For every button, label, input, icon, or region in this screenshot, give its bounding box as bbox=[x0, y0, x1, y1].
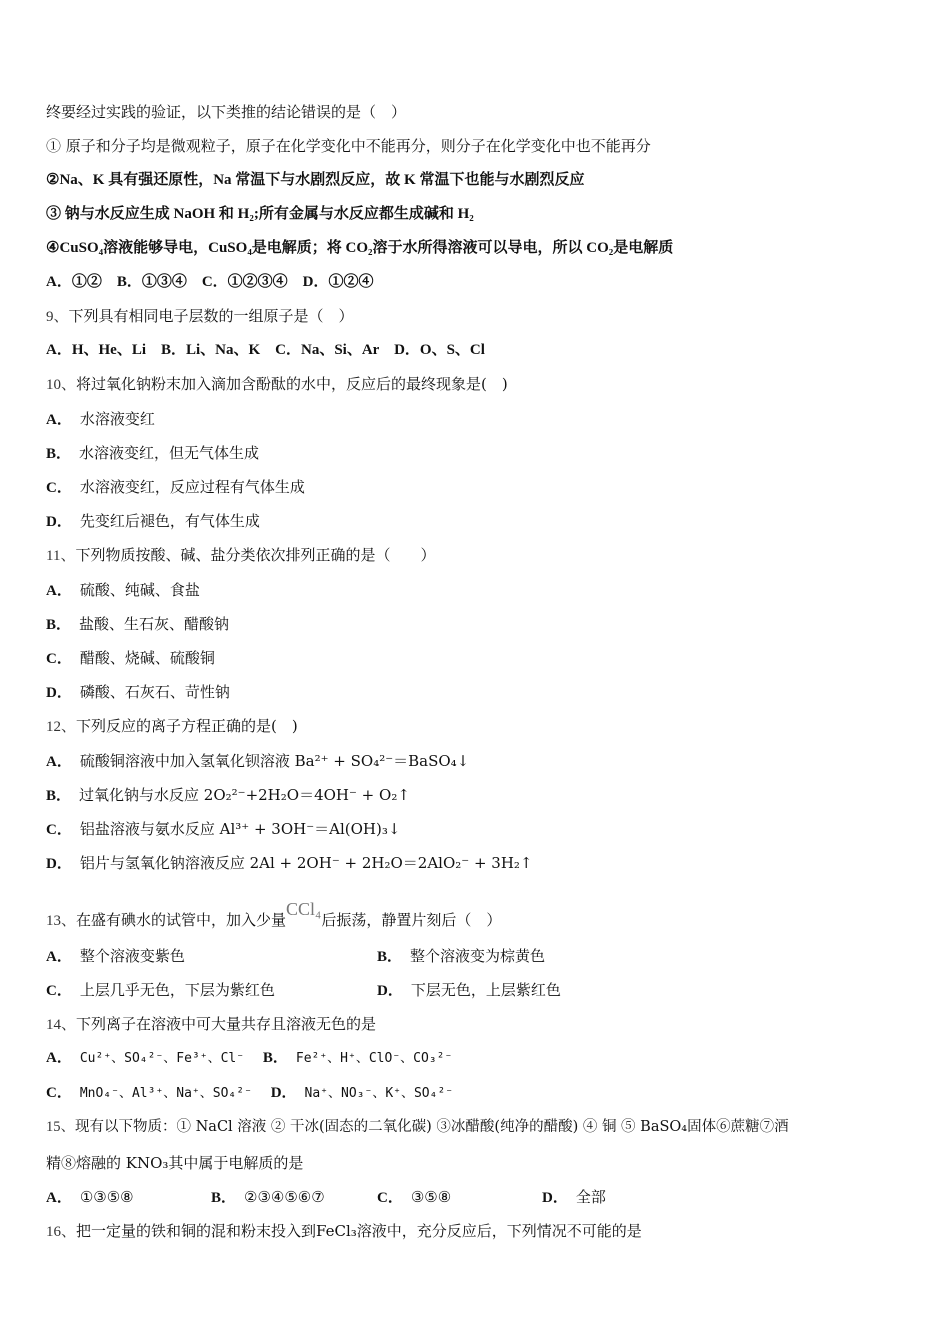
option-text: MnO₄⁻、Al³⁺、Na⁺、SO₄²⁻ bbox=[79, 1086, 252, 1101]
option-d bbox=[46, 852, 532, 874]
option-text: Na⁺、NO₃⁻、K⁺、SO₄²⁻ bbox=[304, 1086, 454, 1101]
option-text: 水溶液变红，反应过程有气体生成 bbox=[79, 478, 305, 496]
option-text: 磷酸、石灰石、苛性钠 bbox=[79, 683, 230, 701]
question-stem: 将过氧化钠粉末加入滴加含酚酞的水中，反应后的最终现象是( ) bbox=[76, 375, 508, 393]
option-label: D． bbox=[46, 514, 72, 530]
question-12 bbox=[46, 715, 298, 737]
option-b bbox=[377, 945, 545, 967]
option-label: A． bbox=[46, 754, 72, 770]
option-text: 过氧化钠与水反应 2O₂²⁻+2H₂O＝4OH⁻ + O₂↑ bbox=[79, 786, 410, 804]
option-label: C． bbox=[46, 480, 72, 496]
question-number: 15、 bbox=[46, 1119, 75, 1135]
question-stem: 下列反应的离子方程正确的是( ) bbox=[76, 717, 298, 735]
question-16 bbox=[46, 1220, 642, 1242]
question-number: 14、 bbox=[46, 1017, 77, 1033]
question-stem-before: 在盛有碘水的试管中，加入少量 bbox=[76, 911, 287, 929]
option-label: B． bbox=[377, 949, 403, 965]
question-number: 10、 bbox=[46, 377, 77, 393]
intro-options: A．①② B．①③④ C．①②③④ D．①②④ bbox=[46, 274, 374, 290]
option-text: 整个溶液变紫色 bbox=[79, 947, 185, 965]
question-number: 11、 bbox=[46, 548, 76, 564]
option-label: D． bbox=[46, 685, 72, 701]
option-text: 整个溶液变为棕黄色 bbox=[410, 947, 546, 965]
option-text: 全部 bbox=[575, 1188, 606, 1206]
option-text: 盐酸、生石灰、醋酸钠 bbox=[79, 615, 230, 633]
option-b bbox=[211, 1186, 325, 1208]
intro-statement-2: ②Na、K 具有强还原性，Na 常温下与水剧烈反应，故 K 常温下也能与水剧烈反应 bbox=[46, 172, 585, 188]
option-text: 醋酸、烧碱、硫酸铜 bbox=[79, 649, 215, 667]
option-b bbox=[46, 613, 229, 635]
option-label: C． bbox=[46, 1085, 72, 1101]
question-number: 16、 bbox=[46, 1224, 77, 1240]
question-number: 9、 bbox=[46, 309, 69, 325]
option-label: C． bbox=[46, 822, 72, 838]
option-b bbox=[46, 442, 259, 464]
option-text: 水溶液变红 bbox=[79, 410, 155, 428]
option-a bbox=[46, 945, 185, 967]
option-text: ③⑤⑧ bbox=[410, 1188, 452, 1206]
option-label: C． bbox=[46, 651, 72, 667]
option-c bbox=[46, 647, 215, 669]
option-label: D． bbox=[377, 983, 403, 999]
option-label: C． bbox=[377, 1190, 403, 1206]
question-number: 12、 bbox=[46, 719, 77, 735]
option-label: A． bbox=[46, 1050, 72, 1066]
option-label: C． bbox=[46, 983, 72, 999]
question-15 bbox=[46, 1116, 789, 1138]
option-label: D． bbox=[270, 1085, 297, 1101]
question-stem-line1: 现有以下物质：① NaCl 溶液 ② 干冰(固态的二氧化碳) ③冰醋酸(纯净的醋酸) ④ 铜 ⑤ BaSO₄固体⑥蔗糖⑦酒 bbox=[75, 1119, 789, 1135]
intro-statement-3: ③ 钠与水反应生成 NaOH 和 H₂;所有金属与水反应都生成碱和 H₂ bbox=[46, 206, 474, 222]
question-9-options: A．H、He、Li B．Li、Na、K C．Na、Si、Ar D．O、S、Cl bbox=[46, 342, 485, 358]
question-number: 13、 bbox=[46, 913, 77, 929]
option-c bbox=[46, 476, 305, 498]
option-text: 硫酸铜溶液中加入氢氧化钡溶液 Ba²⁺ + SO₄²⁻＝BaSO₄↓ bbox=[79, 752, 470, 770]
option-text: ②③④⑤⑥⑦ bbox=[244, 1188, 325, 1206]
option-d bbox=[377, 979, 561, 1001]
option-text: 铝盐溶液与氨水反应 Al³⁺ + 3OH⁻＝Al(OH)₃↓ bbox=[79, 820, 401, 838]
option-d bbox=[542, 1186, 606, 1208]
option-d bbox=[46, 510, 260, 532]
question-14 bbox=[46, 1013, 376, 1035]
formula-ccl4: CCl₄ bbox=[286, 899, 322, 919]
question-stem: 把一定量的铁和铜的混和粉末投入到FeCl₃溶液中，充分反应后，下列情况不可能的是 bbox=[76, 1222, 642, 1240]
question-15-line2: 精⑧熔融的 KNO₃其中属于电解质的是 bbox=[46, 1154, 304, 1172]
option-a bbox=[46, 1186, 134, 1208]
option-a bbox=[46, 579, 200, 601]
option-label: B． bbox=[46, 446, 72, 462]
intro-statement-1: ① 原子和分子均是微观粒子，原子在化学变化中不能再分，则分子在化学变化中也不能再分 bbox=[46, 137, 651, 155]
option-text: 铝片与氢氧化钠溶液反应 2Al + 2OH⁻ + 2H₂O＝2AlO₂⁻ + 3H₂↑ bbox=[79, 854, 533, 872]
intro-statement-4: ④CuSO₄溶液能够导电，CuSO₄是电解质；将 CO₂溶于水所得溶液可以导电，所以 CO₂是电解质 bbox=[46, 240, 674, 256]
option-d bbox=[46, 681, 230, 703]
option-a bbox=[46, 750, 469, 772]
option-text: ①③⑤⑧ bbox=[79, 1188, 134, 1206]
option-c bbox=[46, 979, 275, 1001]
option-label: B． bbox=[46, 788, 72, 804]
option-text: 先变红后褪色，有气体生成 bbox=[79, 512, 260, 530]
option-label: A． bbox=[46, 949, 72, 965]
option-label: B． bbox=[262, 1050, 288, 1066]
option-text: Cu²⁺、SO₄²⁻、Fe³⁺、Cl⁻ bbox=[79, 1051, 245, 1066]
question-14-options-row2 bbox=[46, 1081, 453, 1103]
option-text: 硫酸、纯碱、食盐 bbox=[79, 581, 200, 599]
option-text: 上层几乎无色，下层为紫红色 bbox=[79, 981, 275, 999]
question-9 bbox=[46, 305, 354, 327]
option-label: A． bbox=[46, 412, 72, 428]
option-label: D． bbox=[542, 1190, 568, 1206]
option-label: A． bbox=[46, 1190, 72, 1206]
question-stem-after: 后振荡，静置片刻后（ ） bbox=[321, 911, 502, 929]
question-13 bbox=[46, 898, 502, 929]
intro-stem: 终要经过实践的验证，以下类推的结论错误的是（ ） bbox=[46, 103, 407, 121]
option-text: 水溶液变红，但无气体生成 bbox=[79, 444, 260, 462]
option-a bbox=[46, 408, 155, 430]
question-stem: 下列离子在溶液中可大量共存且溶液无色的是 bbox=[76, 1015, 377, 1033]
option-c bbox=[46, 818, 400, 840]
option-label: A． bbox=[46, 583, 72, 599]
question-11 bbox=[46, 544, 435, 566]
option-text: 下层无色，上层紫红色 bbox=[410, 981, 561, 999]
option-b bbox=[46, 784, 410, 806]
option-label: D． bbox=[46, 856, 72, 872]
option-label: B． bbox=[211, 1190, 237, 1206]
question-stem: 下列具有相同电子层数的一组原子是（ ） bbox=[68, 307, 354, 325]
question-stem: 下列物质按酸、碱、盐分类依次排列正确的是（ ） bbox=[75, 546, 436, 564]
option-label: B． bbox=[46, 617, 72, 633]
question-14-options-row1 bbox=[46, 1046, 452, 1068]
option-text: Fe²⁺、H⁺、ClO⁻、CO₃²⁻ bbox=[295, 1051, 453, 1066]
option-c bbox=[377, 1186, 451, 1208]
question-10 bbox=[46, 373, 508, 395]
